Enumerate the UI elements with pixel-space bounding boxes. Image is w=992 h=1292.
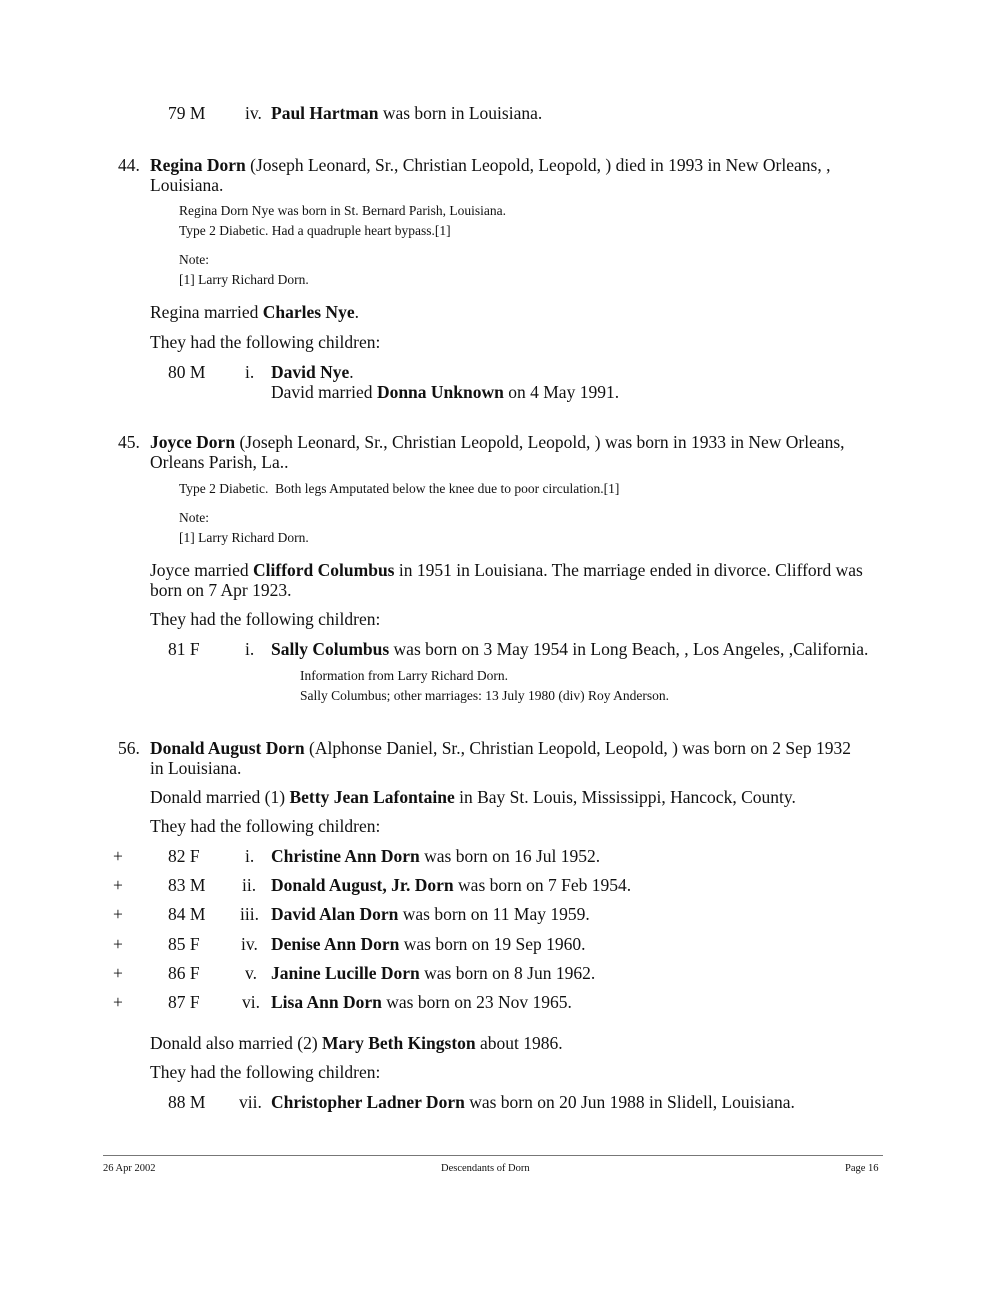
headline-line2: in Louisiana. [150,758,242,778]
lineage: (Joseph Leonard, Sr., Christian Leopold, Leopold, ) [250,155,612,175]
person-name: Donald August Dorn [150,738,305,758]
marriage-pre: Regina married [150,302,259,322]
headline-tail: was born in 1933 in New Orleans, [604,432,845,452]
note-text: Regina Dorn Nye was born in St. Bernard Parish, Louisiana. [179,203,506,218]
entry-headline [150,155,830,176]
plus-marker: + [113,875,123,895]
child-note: Information from Larry Richard Dorn. [300,668,509,683]
child-roman: vi. [242,992,260,1012]
headline-tail: died in 1993 in New Orleans, , [615,155,831,175]
marriage-line [150,560,863,581]
child-roman: i. [245,362,255,382]
spouse-name: Betty Jean Lafontaine [289,787,455,807]
child-rest: was born on 16 Jul 1952. [424,846,601,866]
child-text [271,1092,795,1113]
child-text [271,963,595,984]
child-text [271,846,600,867]
marriage-post: in 1951 in Louisiana. The marriage ended in divorce. Clifford was [398,560,863,580]
entry-number: 44. [118,155,140,175]
child-name: Sally Columbus [271,639,390,659]
child-name: Denise Ann Dorn [271,934,400,954]
child-text [271,639,868,660]
child-marriage [271,382,619,403]
children-intro: They had the following children: [150,816,381,836]
child-rest: was born on 11 May 1959. [402,904,590,924]
headline-line2: Orleans Parish, La.. [150,452,289,472]
child-rest: . [349,362,354,382]
child-roman: i. [245,846,255,866]
children-intro: They had the following children: [150,1062,381,1082]
headline-tail: was born on 2 Sep 1932 [682,738,851,758]
children-intro: They had the following children: [150,332,381,352]
footer-page: Page 16 [845,1163,879,1174]
child-text [271,904,590,925]
child-text [271,103,542,124]
marriage-post: . [354,302,359,322]
child-id: 86 F [168,963,200,983]
child-rest: was born on 20 Jun 1988 in Slidell, Louisiana. [469,1092,795,1112]
child-id: 84 M [168,904,206,924]
plus-marker: + [113,904,123,924]
entry-headline [150,738,851,759]
child-rest: was born on 3 May 1954 in Long Beach, , Los Angeles, ,California. [393,639,869,659]
child-text [271,875,631,896]
child-rest: was born on 19 Sep 1960. [403,934,586,954]
spouse-name: Clifford Columbus [253,560,395,580]
child-rest: was born on 7 Feb 1954. [458,875,632,895]
note-reference: [1] Larry Richard Dorn. [179,272,309,287]
child-id: 82 F [168,846,200,866]
child-roman: v. [245,963,257,983]
child-name: Donald August, Jr. Dorn [271,875,454,895]
marriage-line [150,302,359,323]
child-text [271,362,354,383]
child-rest: was born on 23 Nov 1965. [386,992,572,1012]
child-id: 79 M [168,103,206,123]
headline-line2: Louisiana. [150,175,224,195]
marriage-post: about 1986. [480,1033,563,1053]
footer-divider [103,1155,883,1156]
child-rest: was born in Louisiana. [382,103,543,123]
child-id: 80 M [168,362,206,382]
marriage-pre: Donald also married (2) [150,1033,318,1053]
plus-marker: + [113,934,123,954]
child-text [271,934,586,955]
plus-marker: + [113,992,123,1012]
person-name: Joyce Dorn [150,432,236,452]
child-name: David Nye [271,362,350,382]
child-name: Christine Ann Dorn [271,846,420,866]
footer-title: Descendants of Dorn [441,1163,530,1174]
entry-number: 56. [118,738,140,758]
child-spouse: Donna Unknown [376,382,504,402]
child-id: 83 M [168,875,206,895]
spouse-name: Mary Beth Kingston [322,1033,476,1053]
lineage: (Joseph Leonard, Sr., Christian Leopold, Leopold, ) [239,432,601,452]
plus-marker: + [113,963,123,983]
child-name: Janine Lucille Dorn [271,963,420,983]
plus-marker: + [113,846,123,866]
child-name: Christopher Ladner Dorn [271,1092,465,1112]
child-id: 85 F [168,934,200,954]
child-name: David Alan Dorn [271,904,399,924]
child-roman: iv. [245,103,262,123]
footer-date: 26 Apr 2002 [103,1163,156,1174]
children-intro: They had the following children: [150,609,381,629]
child-id: 88 M [168,1092,206,1112]
note-text: Type 2 Diabetic. Had a quadruple heart bypass.[1] [179,223,451,238]
note-text: Type 2 Diabetic. Both legs Amputated below the knee due to poor circulation.[1] [179,481,620,496]
note-label: Note: [179,510,209,525]
child-roman: iii. [240,904,259,924]
entry-number: 45. [118,432,140,452]
child-text [271,992,572,1013]
child-roman: vii. [239,1092,262,1112]
child-id: 81 F [168,639,200,659]
spouse-name: Charles Nye [262,302,355,322]
child-marriage-post: on 4 May 1991. [508,382,620,402]
child-rest: was born on 8 Jun 1962. [424,963,596,983]
marriage-line [150,1033,563,1054]
child-note: Sally Columbus; other marriages: 13 July 1980 (div) Roy Anderson. [300,688,669,703]
child-roman: ii. [242,875,257,895]
marriage-pre: Joyce married [150,560,249,580]
child-marriage-pre: David married [271,382,373,402]
marriage-line [150,787,796,808]
child-name: Paul Hartman [271,103,379,123]
lineage: (Alphonse Daniel, Sr., Christian Leopold, Leopold, ) [309,738,678,758]
marriage-line2: born on 7 Apr 1923. [150,580,292,600]
note-reference: [1] Larry Richard Dorn. [179,530,309,545]
child-roman: iv. [241,934,258,954]
child-id: 87 F [168,992,200,1012]
marriage-post: in Bay St. Louis, Mississippi, Hancock, County. [459,787,796,807]
note-label: Note: [179,252,209,267]
marriage-pre: Donald married (1) [150,787,286,807]
child-roman: i. [245,639,255,659]
entry-headline [150,432,845,453]
person-name: Regina Dorn [150,155,246,175]
child-name: Lisa Ann Dorn [271,992,382,1012]
